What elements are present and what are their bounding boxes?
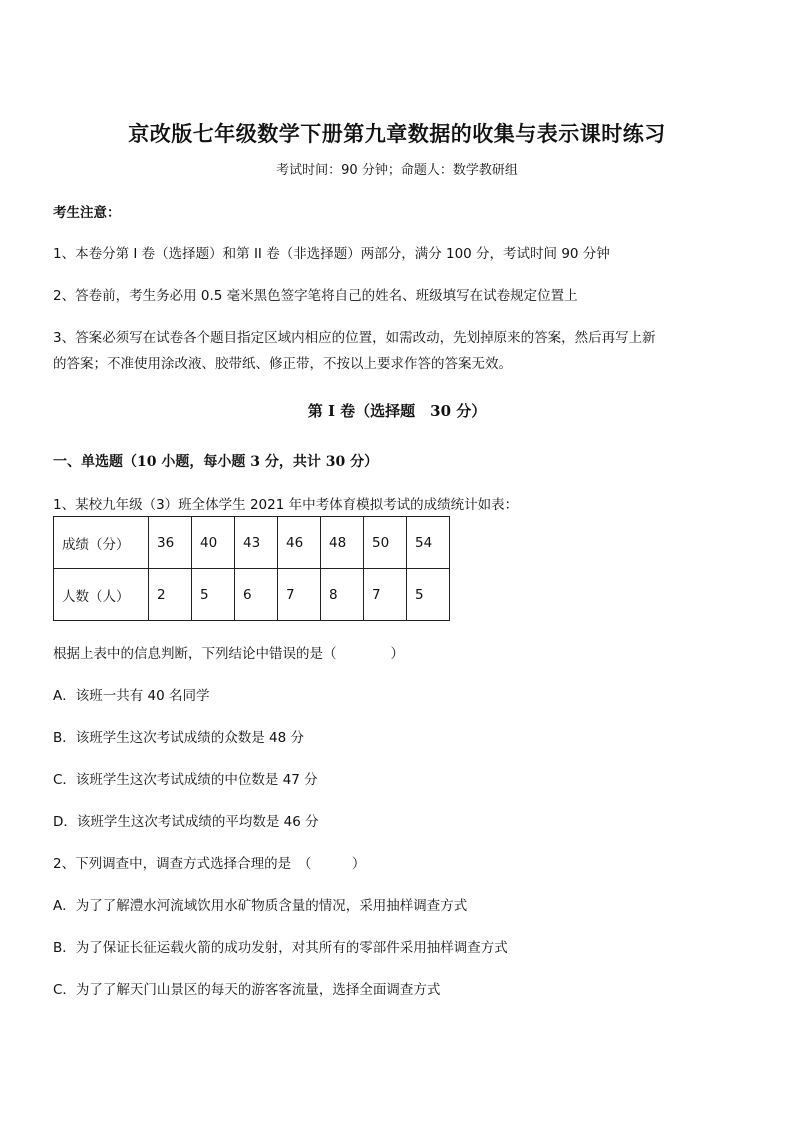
question-1-option-d: D．该班学生这次考试成绩的平均数是 46 分 bbox=[53, 814, 319, 830]
part-title: 一、单选题（10 小题，每小题 3 分，共计 30 分） bbox=[53, 454, 379, 470]
table-row bbox=[54, 517, 450, 569]
question-2-stem: 2、下列调查中，调查方式选择合理的是 （ ） bbox=[53, 856, 366, 872]
question-1-option-c: C．该班学生这次考试成绩的中位数是 47 分 bbox=[53, 772, 318, 788]
question-2-option-c: C．为了了解天门山景区的每天的游客客流量，选择全面调查方式 bbox=[53, 982, 441, 998]
score-table bbox=[53, 516, 450, 621]
question-1-option-a: A．该班一共有 40 名同学 bbox=[53, 688, 210, 704]
notice-item-3-line-1: 3、答案必须写在试卷各个题目指定区域内相应的位置，如需改动，先划掉原来的答案，然后再写上新 bbox=[53, 330, 656, 346]
table-cell: 5 bbox=[192, 569, 235, 621]
notice-item-3-line-2: 的答案；不准使用涂改液、胶带纸、修正带，不按以上要求作答的答案无效。 bbox=[53, 356, 512, 372]
table-cell: 54 bbox=[407, 517, 450, 569]
table-cell: 2 bbox=[149, 569, 192, 621]
section-title: 第 I 卷（选择题 30 分） bbox=[307, 402, 487, 420]
table-cell: 6 bbox=[235, 569, 278, 621]
question-2-option-b: B．为了保证长征运载火箭的成功发射，对其所有的零部件采用抽样调查方式 bbox=[53, 940, 508, 956]
table-row-header: 人数（人） bbox=[54, 569, 149, 621]
notice-heading: 考生注意： bbox=[53, 205, 121, 221]
table-cell: 8 bbox=[321, 569, 364, 621]
exam-subtitle: 考试时间：90 分钟；命题人：数学教研组 bbox=[276, 163, 518, 178]
notice-item-1: 1、本卷分第 I 卷（选择题）和第 II 卷（非选择题）两部分，满分 100 分，考试时间 90 分钟 bbox=[53, 246, 610, 262]
notice-item-2: 2、答卷前，考生务必用 0.5 毫米黑色签字笔将自己的姓名、班级填写在试卷规定位置上 bbox=[53, 288, 578, 304]
table-row-header: 成绩（分） bbox=[54, 517, 149, 569]
question-2-option-a: A．为了了解澧水河流域饮用水矿物质含量的情况，采用抽样调查方式 bbox=[53, 898, 468, 914]
table-cell: 7 bbox=[278, 569, 321, 621]
question-1-stem: 1、某校九年级（3）班全体学生 2021 年中考体育模拟考试的成绩统计如表： bbox=[53, 497, 519, 513]
table-cell: 50 bbox=[364, 517, 407, 569]
table-cell: 48 bbox=[321, 517, 364, 569]
table-cell: 40 bbox=[192, 517, 235, 569]
table-cell: 5 bbox=[407, 569, 450, 621]
page-title: 京改版七年级数学下册第九章数据的收集与表示课时练习 bbox=[128, 121, 666, 146]
table-cell: 43 bbox=[235, 517, 278, 569]
table-cell: 46 bbox=[278, 517, 321, 569]
table-row bbox=[54, 569, 450, 621]
question-1-option-b: B．该班学生这次考试成绩的众数是 48 分 bbox=[53, 730, 305, 746]
table-cell: 7 bbox=[364, 569, 407, 621]
table-cell: 36 bbox=[149, 517, 192, 569]
question-1-prompt: 根据上表中的信息判断，下列结论中错误的是（ ） bbox=[53, 646, 404, 662]
